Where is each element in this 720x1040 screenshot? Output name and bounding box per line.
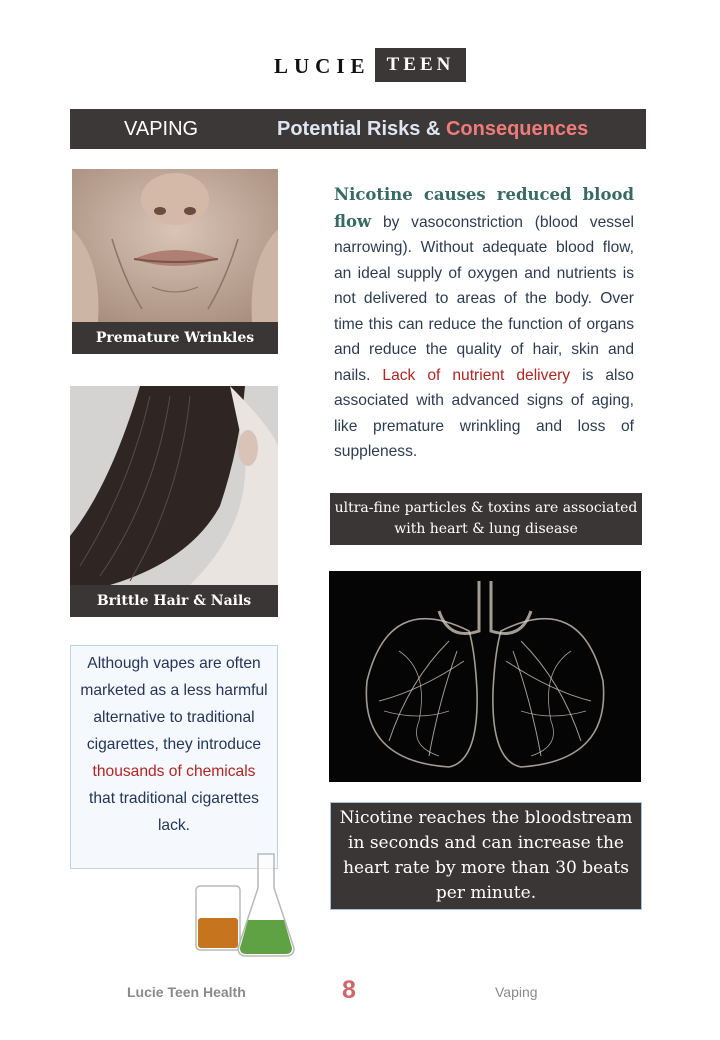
page-title-accent: Consequences xyxy=(445,118,589,140)
hair-photo xyxy=(70,386,278,617)
logo-text-lucie: LUCIE xyxy=(274,54,371,78)
particles-callout-text: ultra-fine particles & toxins are associated with heart & lung disease xyxy=(334,500,638,537)
nicotine-callout xyxy=(330,802,642,910)
paragraph-text-1: by vasoconstriction (blood vessel narrowing). Without adequate blood flow, an ideal supply of oxygen and nutrients is not delivered to areas of the body. Over time this can reduce the function of organs and reduce the quality of hair, skin and nails. xyxy=(334,213,634,384)
hair-caption: Brittle Hair & Nails xyxy=(70,585,278,617)
footer-section: Vaping xyxy=(495,984,538,1000)
page-title-main: Potential Risks & xyxy=(277,118,441,140)
face-illustration xyxy=(72,169,278,322)
paragraph-highlight: Lack of nutrient delivery xyxy=(382,366,571,384)
footer-publication: Lucie Teen Health xyxy=(127,984,246,1000)
page-number: 8 xyxy=(342,976,356,1004)
chemicals-highlight: thousands of chemicals xyxy=(92,763,256,780)
paragraph-text-2: is also associated with advanced signs of aging, like premature wrinkling and loss of suppleness. xyxy=(334,366,634,460)
lungs-photo xyxy=(329,571,641,782)
lungs-illustration xyxy=(329,571,641,782)
hair-illustration xyxy=(70,386,278,585)
title-bar xyxy=(70,109,646,149)
chemicals-callout xyxy=(70,645,278,869)
wrinkles-caption: Premature Wrinkles xyxy=(72,322,278,354)
nicotine-callout-text: Nicotine reaches the bloodstream in seconds and can increase the heart rate by more than 30 beats per minute. xyxy=(339,808,633,903)
logo-text-teen: TEEN xyxy=(375,48,466,82)
page-title xyxy=(277,109,588,149)
wrinkles-photo xyxy=(72,169,278,354)
logo xyxy=(0,48,720,82)
section-label: VAPING xyxy=(124,118,199,140)
beakers-icon xyxy=(190,848,300,963)
chemicals-text-2: that traditional cigarettes lack. xyxy=(89,790,259,834)
paragraph-lead: Nicotine causes reduced blood flow xyxy=(334,185,634,231)
particles-callout xyxy=(330,493,642,545)
chemicals-text-1: Although vapes are often marketed as a less harmful alternative to traditional cigarettes, they introduce xyxy=(80,655,268,753)
blood-flow-paragraph xyxy=(334,182,634,465)
